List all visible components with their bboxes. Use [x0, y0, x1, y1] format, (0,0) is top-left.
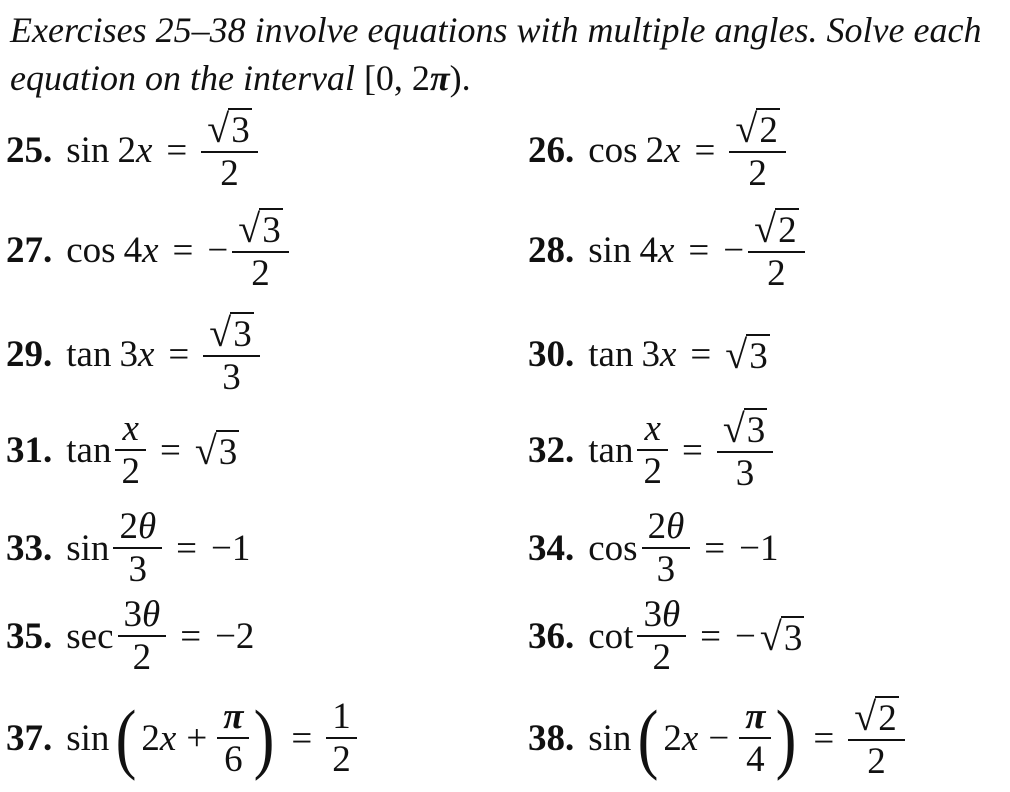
- function-name: sin: [66, 717, 110, 759]
- radical-icon: √: [209, 310, 232, 355]
- function-name: tan: [588, 333, 634, 375]
- interval: [0, 2π).: [363, 58, 471, 98]
- exercise-30: 30. tan 3 x = √ 3: [528, 331, 768, 377]
- square-root: √ 3: [722, 406, 766, 451]
- radical-icon: √: [207, 106, 230, 151]
- exercise-number: 25.: [6, 129, 53, 171]
- radical-icon: √: [238, 206, 261, 251]
- argument-fraction: $\frac{x}{2}$: [637, 410, 668, 490]
- minus-sign: −: [735, 615, 756, 657]
- exercise-number: 27.: [6, 229, 53, 271]
- open-paren: (: [116, 694, 137, 781]
- fraction: $\frac{1}{2}$: [326, 698, 357, 778]
- function-name: cos: [588, 129, 638, 171]
- radical-icon: √: [194, 427, 217, 473]
- function-name: sin: [66, 527, 110, 569]
- equals-sign: =: [690, 333, 712, 375]
- exercise-34: [528, 506, 779, 590]
- exercise-number: 35.: [6, 615, 53, 657]
- fraction: √ 3 3: [203, 312, 259, 396]
- equals-sign: =: [159, 429, 181, 471]
- function-name: sin: [588, 229, 632, 271]
- exercise-29: 29. tan 3 x = √ 3 3: [6, 318, 260, 390]
- square-root: √ 3: [238, 206, 281, 251]
- exercise-number: 37.: [6, 717, 53, 759]
- exercise-number: 33.: [6, 527, 53, 569]
- argument-fraction: $\frac{x}{2}$: [115, 410, 146, 490]
- radical-icon: √: [722, 406, 745, 451]
- radical-icon: √: [759, 613, 782, 659]
- exercise-28: 28. sin 4 x = − √ 2 2: [528, 214, 805, 286]
- radical-icon: √: [754, 206, 777, 251]
- equals-sign: =: [813, 717, 835, 759]
- argument-fraction: $\frac{2\theta}{3}$: [642, 508, 691, 588]
- radical-icon: √: [725, 331, 748, 377]
- minus-sign: −: [723, 229, 745, 271]
- equals-sign: =: [291, 717, 313, 759]
- fraction: √ 3 2: [201, 108, 257, 192]
- square-root: √ 2: [735, 106, 778, 151]
- radical-icon: √: [735, 106, 758, 151]
- argument-fraction: $\frac{3\theta}{2}$: [637, 596, 686, 676]
- function-name: sin: [66, 129, 110, 171]
- exercise-37: [6, 692, 357, 784]
- fraction: √ 2 2: [729, 108, 785, 192]
- close-paren: ): [776, 694, 797, 781]
- fraction: √ 3 2: [232, 208, 288, 292]
- equals-sign: =: [168, 333, 190, 375]
- fraction: √ 3 3: [717, 408, 773, 492]
- exercise-38: [528, 692, 905, 784]
- pi-fraction: $\frac{\pi}{6}$: [217, 698, 249, 778]
- argument: 2 x + $\frac{\pi}{6}$: [141, 698, 249, 778]
- exercise-36: [528, 594, 804, 678]
- function-name: tan: [66, 429, 112, 471]
- argument: 2 x − $\frac{\pi}{4}$: [663, 698, 771, 778]
- exercise-number: 26.: [528, 129, 575, 171]
- function-name: cot: [588, 615, 634, 657]
- minus-sign: −: [708, 717, 730, 759]
- close-paren: ): [254, 694, 275, 781]
- exercise-number: 30.: [528, 333, 575, 375]
- open-paren: (: [638, 694, 659, 781]
- square-root: √ 3: [725, 331, 768, 377]
- equals-sign: =: [180, 615, 202, 657]
- equals-sign: =: [694, 129, 716, 171]
- fraction: √ 2 2: [848, 696, 904, 780]
- exercise-number: 38.: [528, 717, 575, 759]
- rhs-value: −1: [739, 527, 779, 569]
- exercise-33: [6, 506, 251, 590]
- function-name: sec: [66, 615, 114, 657]
- exercise-27: 27. cos 4 x = − √ 3 2: [6, 214, 289, 286]
- exercise-35: [6, 594, 255, 678]
- radical-icon: √: [854, 694, 877, 739]
- square-root: √ 2: [754, 206, 797, 251]
- exercise-number: 36.: [528, 615, 575, 657]
- equals-sign: =: [681, 429, 703, 471]
- argument-fraction: $\frac{2\theta}{3}$: [113, 508, 162, 588]
- instructions-text: Exercises 25–38 involve equations with multiple angles. Solve each equation on the interval: [10, 10, 982, 98]
- exercise-26: 26. cos 2 x = √ 2 2: [528, 114, 786, 186]
- equals-sign: =: [688, 229, 710, 271]
- pi-fraction: $\frac{\pi}{4}$: [739, 698, 771, 778]
- function-name: sin: [588, 717, 632, 759]
- plus-sign: +: [186, 717, 208, 759]
- instructions: [10, 6, 1000, 102]
- equals-sign: =: [704, 527, 726, 569]
- exercise-31: [6, 408, 239, 492]
- exercise-number: 32.: [528, 429, 575, 471]
- exercise-number: 28.: [528, 229, 575, 271]
- function-name: cos: [66, 229, 116, 271]
- equals-sign: =: [700, 615, 722, 657]
- square-root: √ 3: [207, 106, 250, 151]
- exercise-number: 34.: [528, 527, 575, 569]
- square-root: √ 2: [854, 694, 897, 739]
- equals-sign: =: [166, 129, 188, 171]
- exercise-25: 25. sin 2 x = √ 3 2: [6, 114, 258, 186]
- function-name: tan: [66, 333, 112, 375]
- square-root: √ 3: [209, 310, 252, 355]
- function-name: tan: [588, 429, 634, 471]
- rhs-value: −2: [215, 615, 255, 657]
- fraction: √ 2 2: [748, 208, 804, 292]
- exercise-number: 29.: [6, 333, 53, 375]
- function-name: cos: [588, 527, 638, 569]
- square-root: √ 3: [759, 613, 803, 659]
- square-root: √ 3: [194, 427, 238, 473]
- exercise-32: [528, 406, 773, 494]
- equals-sign: =: [176, 527, 197, 569]
- argument-fraction: $\frac{3\theta}{2}$: [118, 596, 167, 676]
- equals-sign: =: [172, 229, 194, 271]
- exercise-number: 31.: [6, 429, 53, 471]
- rhs-value: −1: [211, 527, 251, 569]
- minus-sign: −: [207, 229, 229, 271]
